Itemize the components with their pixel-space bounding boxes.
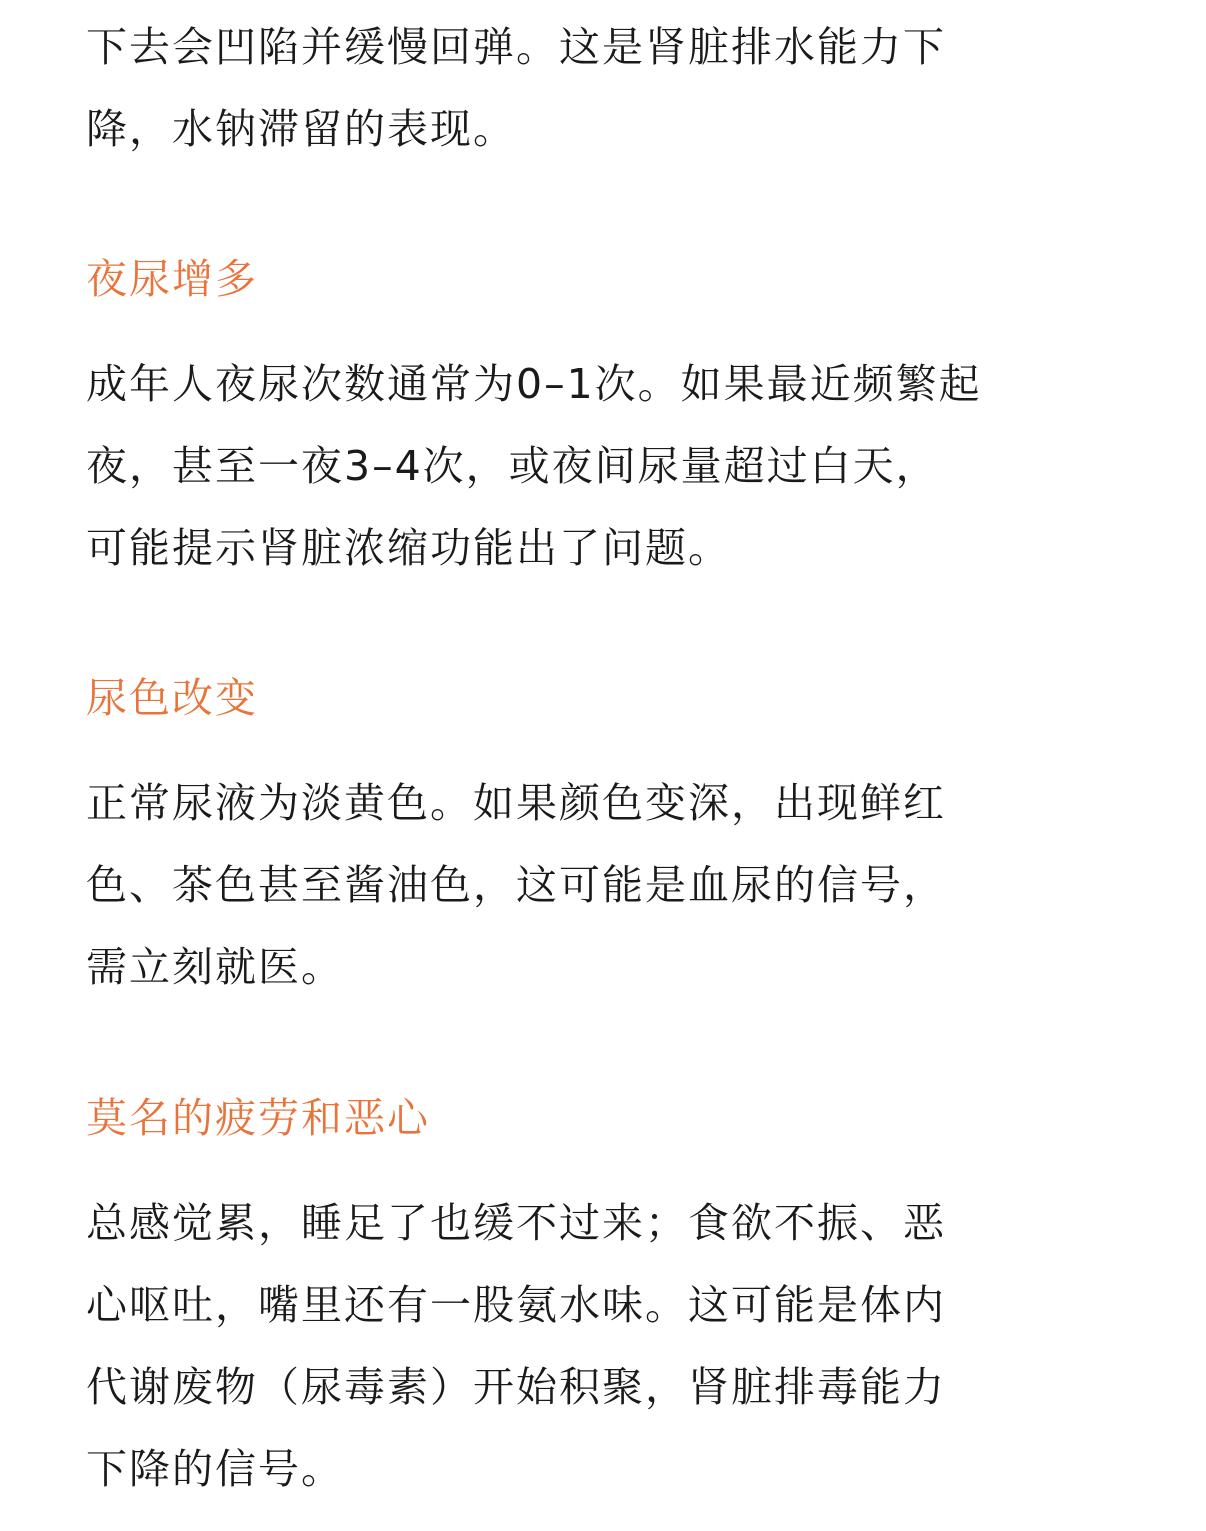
section-paragraph-urine-color <box>86 762 1126 1008</box>
paragraph-line: 代谢废物（尿毒素）开始积聚，肾脏排毒能力 <box>86 1363 946 1411</box>
paragraph-line: 可能提示肾脏浓缩功能出了问题。 <box>86 524 731 572</box>
section-paragraph-nocturia <box>86 343 1126 589</box>
paragraph-line: 下降的信号。 <box>86 1445 344 1493</box>
paragraph-line: 心呕吐，嘴里还有一股氨水味。这可能是体内 <box>86 1281 946 1329</box>
section-heading-nocturia: 夜尿增多 <box>86 255 258 303</box>
paragraph-line: 降，水钠滞留的表现。 <box>86 105 516 153</box>
paragraph-line: 总感觉累，睡足了也缓不过来；食欲不振、恶 <box>86 1199 946 1247</box>
paragraph-line: 成年人夜尿次数通常为0–1次。如果最近频繁起 <box>86 360 982 408</box>
section-heading-fatigue: 莫名的疲劳和恶心 <box>86 1094 430 1142</box>
paragraph-line: 需立刻就医。 <box>86 943 344 991</box>
paragraph-line: 色、茶色甚至酱油色，这可能是血尿的信号， <box>86 861 946 909</box>
paragraph-line: 夜，甚至一夜3–4次，或夜间尿量超过白天， <box>86 442 939 490</box>
paragraph-line: 下去会凹陷并缓慢回弹。这是肾脏排水能力下 <box>86 23 946 71</box>
section-paragraph-fatigue <box>86 1182 1126 1510</box>
paragraph-line: 正常尿液为淡黄色。如果颜色变深，出现鲜红 <box>86 779 946 827</box>
intro-paragraph <box>86 6 1126 170</box>
section-heading-urine-color: 尿色改变 <box>86 674 258 722</box>
